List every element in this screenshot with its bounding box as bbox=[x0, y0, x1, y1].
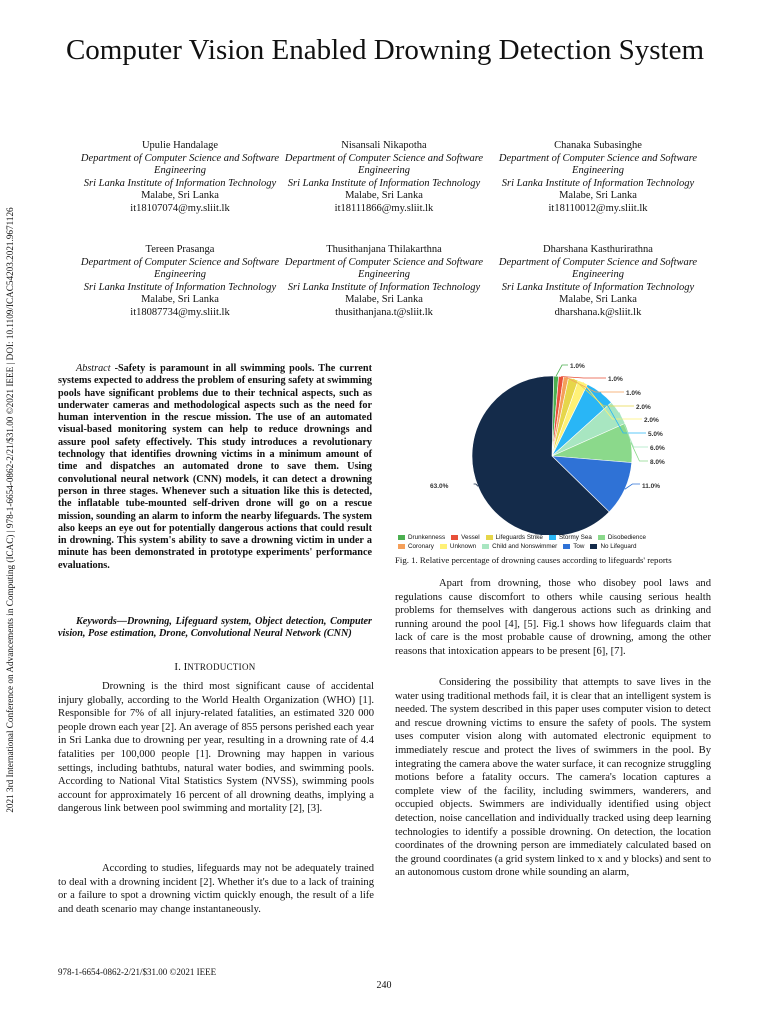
author-name: Dharshana Kasthurirathna bbox=[543, 244, 653, 255]
author-dept: Department of Computer Science and Software Engineering bbox=[498, 256, 698, 280]
pie-data-label: 1.0% bbox=[626, 390, 641, 397]
legend-swatch bbox=[398, 544, 405, 549]
legend-item bbox=[563, 542, 584, 551]
legend-item bbox=[451, 533, 480, 542]
legend-swatch bbox=[549, 535, 556, 540]
author-institute: Sri Lanka Institute of Information Technology bbox=[287, 281, 481, 293]
legend-row bbox=[398, 542, 710, 551]
legend-label: No Lifeguard bbox=[600, 543, 637, 550]
author-block bbox=[264, 140, 504, 215]
footer-copyright: 978-1-6654-0862-2/21/$31.00 ©2021 IEEE bbox=[58, 967, 217, 977]
legend-item bbox=[486, 533, 543, 542]
author-city: Malabe, Sri Lanka bbox=[559, 190, 637, 201]
legend-label: Drunkenness bbox=[408, 534, 446, 541]
keywords: Keywords—Drowning, Lifeguard system, Object detection, Computer vision, Pose estimation, Drone, Convolutional Neural Network (CNN) bbox=[58, 616, 372, 640]
right-paragraph-2: Considering the possibility that attempts to save lives in the water using traditional methods fail, it is clear that an intelligent system is needed. The system described in this paper uses computer vision to detect and rescue drowning victims to ensure the safety of pools. The system uses computer vision along with automated electronic equipment to immediately rescue and protect the lives of swimmers in the pool. By integrating the camera above the water surface, it can recognize struggling motions before a fatality occurs. The camera's location captures a complete view of the facility, including swimmers, wanderers, and occupied objects. Swimmers are individually identified using object detection, noise cancellation and individually tracked using deep learning technologies to identify a possible drowning. On detection, the location coordinates of the drowning person are immediately calculated based on the ground coordinates (a grid system linked to x and y blocks) and sent to an autonomous custom drone while sounding an alarm, bbox=[395, 677, 711, 879]
pie-label-leader bbox=[631, 443, 648, 461]
section-title-first: I bbox=[183, 661, 188, 673]
author-city: Malabe, Sri Lanka bbox=[345, 294, 423, 305]
pie-data-label: 6.0% bbox=[650, 445, 665, 452]
legend-swatch bbox=[590, 544, 597, 549]
pie-data-label: 11.0% bbox=[642, 483, 661, 490]
author-email: it18107074@my.sliit.lk bbox=[130, 202, 230, 214]
legend-item bbox=[398, 542, 434, 551]
paper-title: Computer Vision Enabled Drowning Detection System bbox=[65, 34, 705, 66]
pie-chart bbox=[394, 360, 710, 560]
author-name: Chanaka Subasinghe bbox=[554, 140, 642, 151]
legend-swatch bbox=[563, 544, 570, 549]
legend-label: Tow bbox=[573, 543, 585, 550]
author-email: thusithanjana.t@sliit.lk bbox=[335, 306, 433, 318]
legend-swatch bbox=[440, 544, 447, 549]
legend-item bbox=[440, 542, 476, 551]
pie-data-label: 2.0% bbox=[644, 417, 659, 424]
author-dept: Department of Computer Science and Software Engineering bbox=[284, 256, 484, 280]
legend-item bbox=[598, 533, 646, 542]
author-block bbox=[478, 140, 718, 215]
author-city: Malabe, Sri Lanka bbox=[141, 190, 219, 201]
legend-item bbox=[549, 533, 592, 542]
chart-legend bbox=[398, 533, 710, 551]
pie-data-label: 63.0% bbox=[430, 483, 449, 490]
author-email: it18111866@my.sliit.lk bbox=[334, 202, 434, 214]
author-dept: Department of Computer Science and Software Engineering bbox=[80, 256, 280, 280]
legend-item bbox=[482, 542, 557, 551]
author-name: Upulie Handalage bbox=[141, 140, 219, 151]
doi-text: 2021 3rd International Conference on Advancements in Computing (ICAC) | 978-1-6654-0862-2/21/$31.00 ©2021 IEEE | DOI: 10.1109/ICAC54203.2021.9671126 bbox=[5, 207, 15, 813]
legend-item bbox=[398, 533, 445, 542]
author-block bbox=[264, 244, 504, 319]
section-title-rest: NTRODUCTION bbox=[187, 662, 256, 672]
pie-data-label: 2.0% bbox=[636, 404, 651, 411]
pie-data-label: 1.0% bbox=[608, 376, 623, 383]
author-name: Thusithanjana Thilakarthna bbox=[326, 244, 442, 255]
doi-side-note bbox=[4, 190, 18, 830]
legend-item bbox=[590, 542, 636, 551]
author-institute: Sri Lanka Institute of Information Technology bbox=[83, 177, 277, 189]
author-email: it18110012@my.sliit.lk bbox=[548, 202, 648, 214]
legend-label: Coronary bbox=[408, 543, 434, 550]
right-paragraph-1: Apart from drowning, those who disobey pool laws and regulations cause discomfort to others while causing serious health problems for themselves with dangerous actions such as drinking and running around the pool [4], [5]. Fig.1 shows how lifeguards claim that lack of care is the most probable cause of drowning, among the other reasons that intoxication appears to be present [6], [7]. bbox=[395, 578, 711, 657]
author-dept: Department of Computer Science and Software Engineering bbox=[284, 152, 484, 176]
author-name: Nisansali Nikapotha bbox=[341, 140, 427, 151]
abstract-text: -Safety is paramount in all swimming pools. The current systems expected to address the problem of ensuring safety at swimming pools have significant problems due to their technical aspects, such as underwater cameras and methodological aspects such as the need for human intervention in the rescue mission. The use of an automated visual-based monitoring system can help to reduce drownings and assure pool safety effectively. This study introduces a revolutionary technology that identifies drowning victims in a minimum amount of time and dispatches an automated drone to save them. Using convolutional neural network (CNN) models, it can detect a drowning person in three stages. Whenever such a situation like this is detected, the inflatable tube-mounted self-driven drone will go on a rescue mission, sounding an alarm to inform the nearby lifeguards. The system also keeps an eye out for potentially dangerous actions that could result in drowning. This system's ability to save a drowning victim in under a minute has been demonstrated in prototype experiments' performance evaluations. bbox=[58, 363, 372, 571]
pie-data-label: 5.0% bbox=[648, 431, 663, 438]
author-dept: Department of Computer Science and Software Engineering bbox=[80, 152, 280, 176]
legend-label: Lifeguards Strike bbox=[495, 534, 543, 541]
legend-swatch bbox=[486, 535, 493, 540]
legend-swatch bbox=[598, 535, 605, 540]
intro-paragraph-2: According to studies, lifeguards may not be adequately trained to deal with a drowning incident [2]. Whether it's due to a lack of training or a failure to spot a drowning victim quickly enough, the result of a life and death scenario may change instantaneously. bbox=[58, 863, 374, 915]
legend-swatch bbox=[482, 544, 489, 549]
legend-label: Stormy Sea bbox=[558, 534, 592, 541]
abstract bbox=[58, 363, 372, 572]
legend-label: Disobedience bbox=[607, 534, 647, 541]
author-institute: Sri Lanka Institute of Information Technology bbox=[501, 281, 695, 293]
author-email: dharshana.k@sliit.lk bbox=[554, 306, 642, 318]
pie-chart-svg bbox=[394, 360, 710, 535]
pie-label-leader bbox=[556, 365, 568, 376]
pie-data-label: 8.0% bbox=[650, 459, 665, 466]
figure-caption: Fig. 1. Relative percentage of drowning causes according to lifeguards' reports bbox=[395, 555, 672, 565]
author-block bbox=[478, 244, 718, 319]
author-dept: Department of Computer Science and Software Engineering bbox=[498, 152, 698, 176]
author-institute: Sri Lanka Institute of Information Technology bbox=[83, 281, 277, 293]
legend-row bbox=[398, 533, 710, 542]
author-city: Malabe, Sri Lanka bbox=[141, 294, 219, 305]
page-number: 240 bbox=[376, 980, 392, 991]
legend-swatch bbox=[451, 535, 458, 540]
legend-label: Child and Nonswimmer bbox=[492, 543, 558, 550]
author-city: Malabe, Sri Lanka bbox=[345, 190, 423, 201]
legend-label: Unknown bbox=[449, 543, 477, 550]
section-heading-introduction bbox=[58, 661, 372, 674]
author-email: it18087734@my.sliit.lk bbox=[130, 306, 230, 318]
author-institute: Sri Lanka Institute of Information Technology bbox=[501, 177, 695, 189]
legend-swatch bbox=[398, 535, 405, 540]
abstract-label: Abstract bbox=[76, 363, 111, 374]
author-city: Malabe, Sri Lanka bbox=[559, 294, 637, 305]
author-name: Tereen Prasanga bbox=[145, 244, 215, 255]
author-institute: Sri Lanka Institute of Information Technology bbox=[287, 177, 481, 189]
pie-data-label: 1.0% bbox=[570, 363, 585, 370]
section-number: I. bbox=[174, 661, 181, 673]
intro-paragraph-1: Drowning is the third most significant cause of accidental injury globally, according to the World Health Organization (WHO) [1]. Responsible for 7% of all injury-related fatalities, an estimated 320 000 people drown each year [2]. An average of 855 persons perished each year in Sri Lanka due to drowning per year, resulting in a drowning rate of 4.4 fatalities per 100,000 people [1]. Drowning may happen in various settings, including bathtubs, natural water bodies, and swimming pools. According to National Vital Statistics System (NVSS), swimming pools account for approximately 16 percent of all drowning deaths, implying a dangerous link between pool swimming and mortality [2], [3]. bbox=[58, 681, 374, 815]
legend-label: Vessel bbox=[461, 534, 480, 541]
